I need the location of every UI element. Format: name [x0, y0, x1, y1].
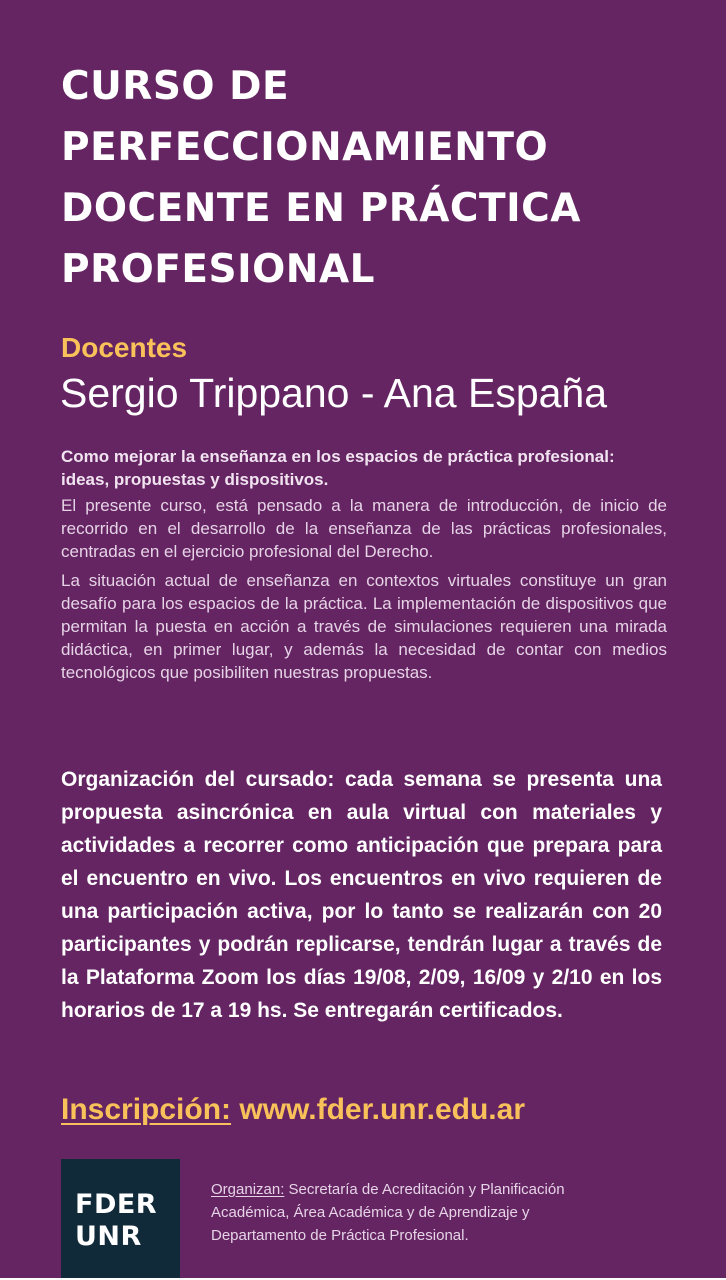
organizers-label: Organizan:	[211, 1181, 285, 1198]
teachers-label: Docentes	[61, 332, 188, 363]
registration	[61, 1090, 525, 1130]
teachers-names: Sergio Trippano - Ana España	[60, 370, 608, 416]
fder-unr-logo	[61, 1159, 180, 1278]
logo-line-2: UNR	[75, 1221, 142, 1252]
logo-line-1: FDER	[75, 1189, 158, 1220]
organizers-text: Secretaría de Acreditación y Planificación Académica, Área Académica y de Aprendizaje y Departamento de Práctica Profesional.	[211, 1181, 565, 1244]
description-paragraph-1: El presente curso, está pensado a la manera de introducción, de inicio de recorrido en el desarrollo de la enseñanza de las prácticas profesionales, centradas en el ejercicio profesional del Derecho.	[61, 496, 667, 561]
course-title: CURSO DE PERFECCIONAMIENTO DOCENTE EN PRÁCTICA PROFESIONAL	[61, 64, 581, 292]
registration-label: Inscripción:	[61, 1093, 232, 1126]
course-description	[61, 445, 667, 690]
organizers	[211, 1178, 621, 1247]
description-paragraph-2: La situación actual de enseñanza en contextos virtuales constituye un gran desafío para los espacios de la práctica. La implementación de dispositivos que permitan la puesta en acción a través de simulaciones requieren una mirada didáctica, en primer lugar, y además la necesidad de contar con medios tecnológicos que posibiliten nuestras propuestas.	[61, 571, 667, 682]
course-organization: Organización del cursado: cada semana se presenta una propuesta asincrónica en aula virtual con materiales y actividades a recorrer como anticipación que prepara para el encuentro en vivo. Los encuentros en vivo requieren de una participación activa, por lo tanto se realizarán con 20 participantes y podrán replicarse, tendrán lugar a través de la Plataforma Zoom los días 19/08, 2/09, 16/09 y 2/10 en los horarios de 17 a 19 hs. Se entregarán certificados.	[61, 768, 662, 1022]
registration-url[interactable]: www.fder.unr.edu.ar	[239, 1093, 525, 1126]
description-lead: Como mejorar la enseñanza en los espacios de práctica profesional: ideas, propuestas y dispositivos.	[61, 447, 615, 489]
